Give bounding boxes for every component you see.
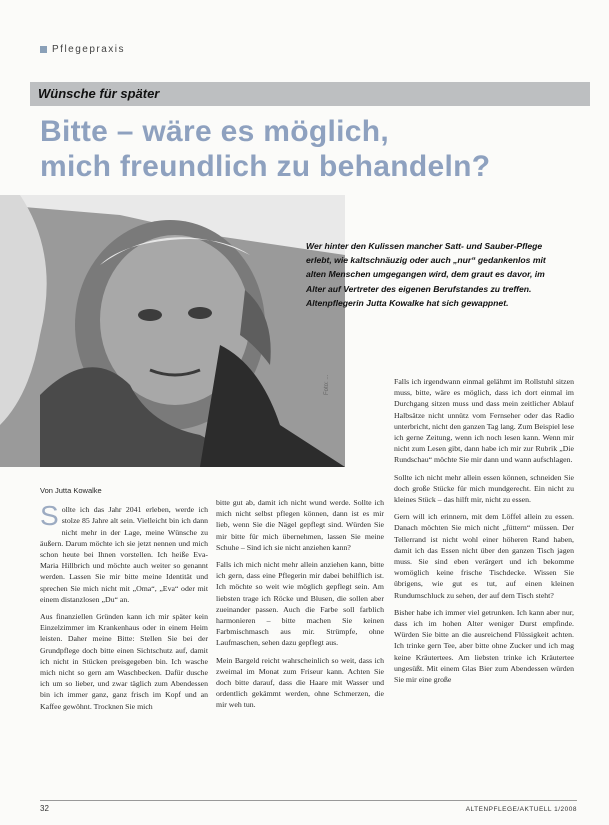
section-label [40, 44, 125, 55]
paragraph: Falls ich irgendwann einmal gelähmt im Rollstuhl sitzen muss, bitte, wäre es möglich, dass ich dort einmal im Durchgang sitzen muss und dass mein zeitlicher Ablauf Halbsätze nicht unnütz vom Fernseher oder das Radio unterbricht, nicht den ganzen Tag lang. Zum Beispiel lese ich gerne Zeitung, wenn ich noch lesen kann. Wenn mir nicht zum Lesen gibt, dann habe ich mir zur Rubrik „Die Rundschau“ möchte Sie mir dann und wann aufschlagen. [394, 377, 574, 465]
paragraph: Mein Bargeld reicht wahrscheinlich so weit, dass ich zweimal im Monat zum Friseur kann. Achten Sie doch bitte darauf, dass die Haare mit Wasser und ordentlich gekämmt werden, ohne Schmerzen, die mir weh tun. [216, 655, 384, 710]
magazine-footer: ALTENPFLEGE/AKTUELL 1/2008 [465, 806, 577, 813]
photo-credit: Foto: ... [324, 374, 330, 395]
headline-line-1: Bitte – wäre es möglich, [40, 115, 389, 148]
article-headline [40, 114, 580, 184]
paragraph: Sollte ich das Jahr 2041 erleben, werde ich stolze 85 Jahre alt sein. Vielleicht bin ich dann nicht mehr in der Lage, meine Wünsche zu äußern. Darum möchte ich sie jetzt nennen und mich schon heute bei Ihnen vorstellen. Ich heiße Eva-Maria Hillbrich und möchte auch weiter so genannt werden. Lassen Sie mir bitte meine Identität und sprechen Sie mich nicht mit „Oma“, „Eva“ oder mit einem distanzlosen „Du“ an. [40, 500, 208, 604]
article-column-2 [216, 497, 384, 717]
article-column-3 [394, 376, 574, 691]
paragraph: Aus finanziellen Gründen kann ich mir später kein Einzelzimmer im Krankenhaus oder in einem Heim leisten. Daher meine Bitte: Stellen Sie bei der Grundpflege doch bitte einen Sichtschutz auf, damit ich nicht in Stücken preisgegeben bin. Ich wasche mich nicht so gern am Waschbecken. Dafür dusche ich um so lieber, und zwar täglich zum Abendessen bin ich immer ganz, ganz frisch im Kopf und an Kaffee gewöhnt. Trocknen Sie mich [40, 612, 208, 711]
lead-paragraph: Wer hinter den Kulissen mancher Satt- und Sauber-Pflege erlebt, wie kaltschnäuzig oder auch „nur“ gedankenlos mit alten Menschen umgegangen wird, dem graut es davor, im Alter auf Vertreter des eigenen Berufstandes zu treffen. Altenpflegerin Jutta Kowalke hat sich gewappnet. [306, 241, 546, 308]
paragraph: Falls ich mich nicht mehr allein anziehen kann, bitte ich gern, dass eine Pflegerin mir dabei behilflich ist. Ich möchte so weit wie möglich gepflegt sein. Am liebsten trage ich Röcke und Blusen, die sollen aber zueinander passen. Auch die Farbe soll farblich harmonieren – bitte machen Sie keinen Farbmischmasch aus mir. Strümpfe, ohne Laufmaschen, sehen dazu gepflegt aus. [216, 560, 384, 648]
headline-line-2: mich freundlich zu behandeln? [40, 150, 491, 183]
page-number: 32 [40, 804, 49, 813]
drop-cap: S [40, 500, 59, 532]
byline: Von Jutta Kowalke [40, 486, 102, 495]
footer-divider [40, 800, 577, 801]
article-column-1 [40, 485, 208, 718]
paragraph: Gern will ich erinnern, mit dem Löffel allein zu essen. Danach möchten Sie mich nicht „füttern“ müssen. Der Tellerrand ist nicht wohl einer höheren Rand haben, damit ich das Essen nicht über den ganzen Tisch jagen muss. Sie sind eben verärgert und ich bekomme womöglich keine frische Tischdecke. Wissen Sie übrigens, wie gut es tut, auf einen kleinen Rundumschluck zu sehen, der auf dem Tisch steht? [394, 512, 574, 600]
banner-text: Wünsche für später [38, 86, 160, 101]
paragraph: Bisher habe ich immer viel getrunken. Ich kann aber nur, dass ich im hohen Alter weniger Durst empfinde. Würden Sie bitte an die ausreichend Flüssigkeit achten. Ich trinke gern Tee, aber bitte ohne Zucker und ich mag keine Kräutertees. Am liebsten trinke ich Kräutertee ungesüßt. Mit einem Glas Bier zum Abendessen würden Sie mir eine große [394, 607, 574, 685]
section-label-text: Pflegepraxis [52, 44, 126, 55]
portrait-illustration [0, 195, 345, 467]
paragraph: bitte gut ab, damit ich nicht wund werde. Sollte ich mich nicht selbst pflegen können, dann ist es mir lieb, wenn Sie die Nägel gepflegt sind. Würden Sie mir bitte für mich übernehmen, lassen Sie meine Schuhe – Sind ich sie nicht anziehen kann? [216, 498, 384, 552]
portrait-photo [0, 195, 345, 467]
headline-banner [30, 82, 590, 106]
paragraph: Sollte ich nicht mehr allein essen können, schneiden Sie doch große Stücke für mich mundgerecht. Ein nicht zu kleines Stück – das hilft mir, nicht zu essen. [394, 472, 574, 505]
section-square-icon [40, 46, 47, 53]
